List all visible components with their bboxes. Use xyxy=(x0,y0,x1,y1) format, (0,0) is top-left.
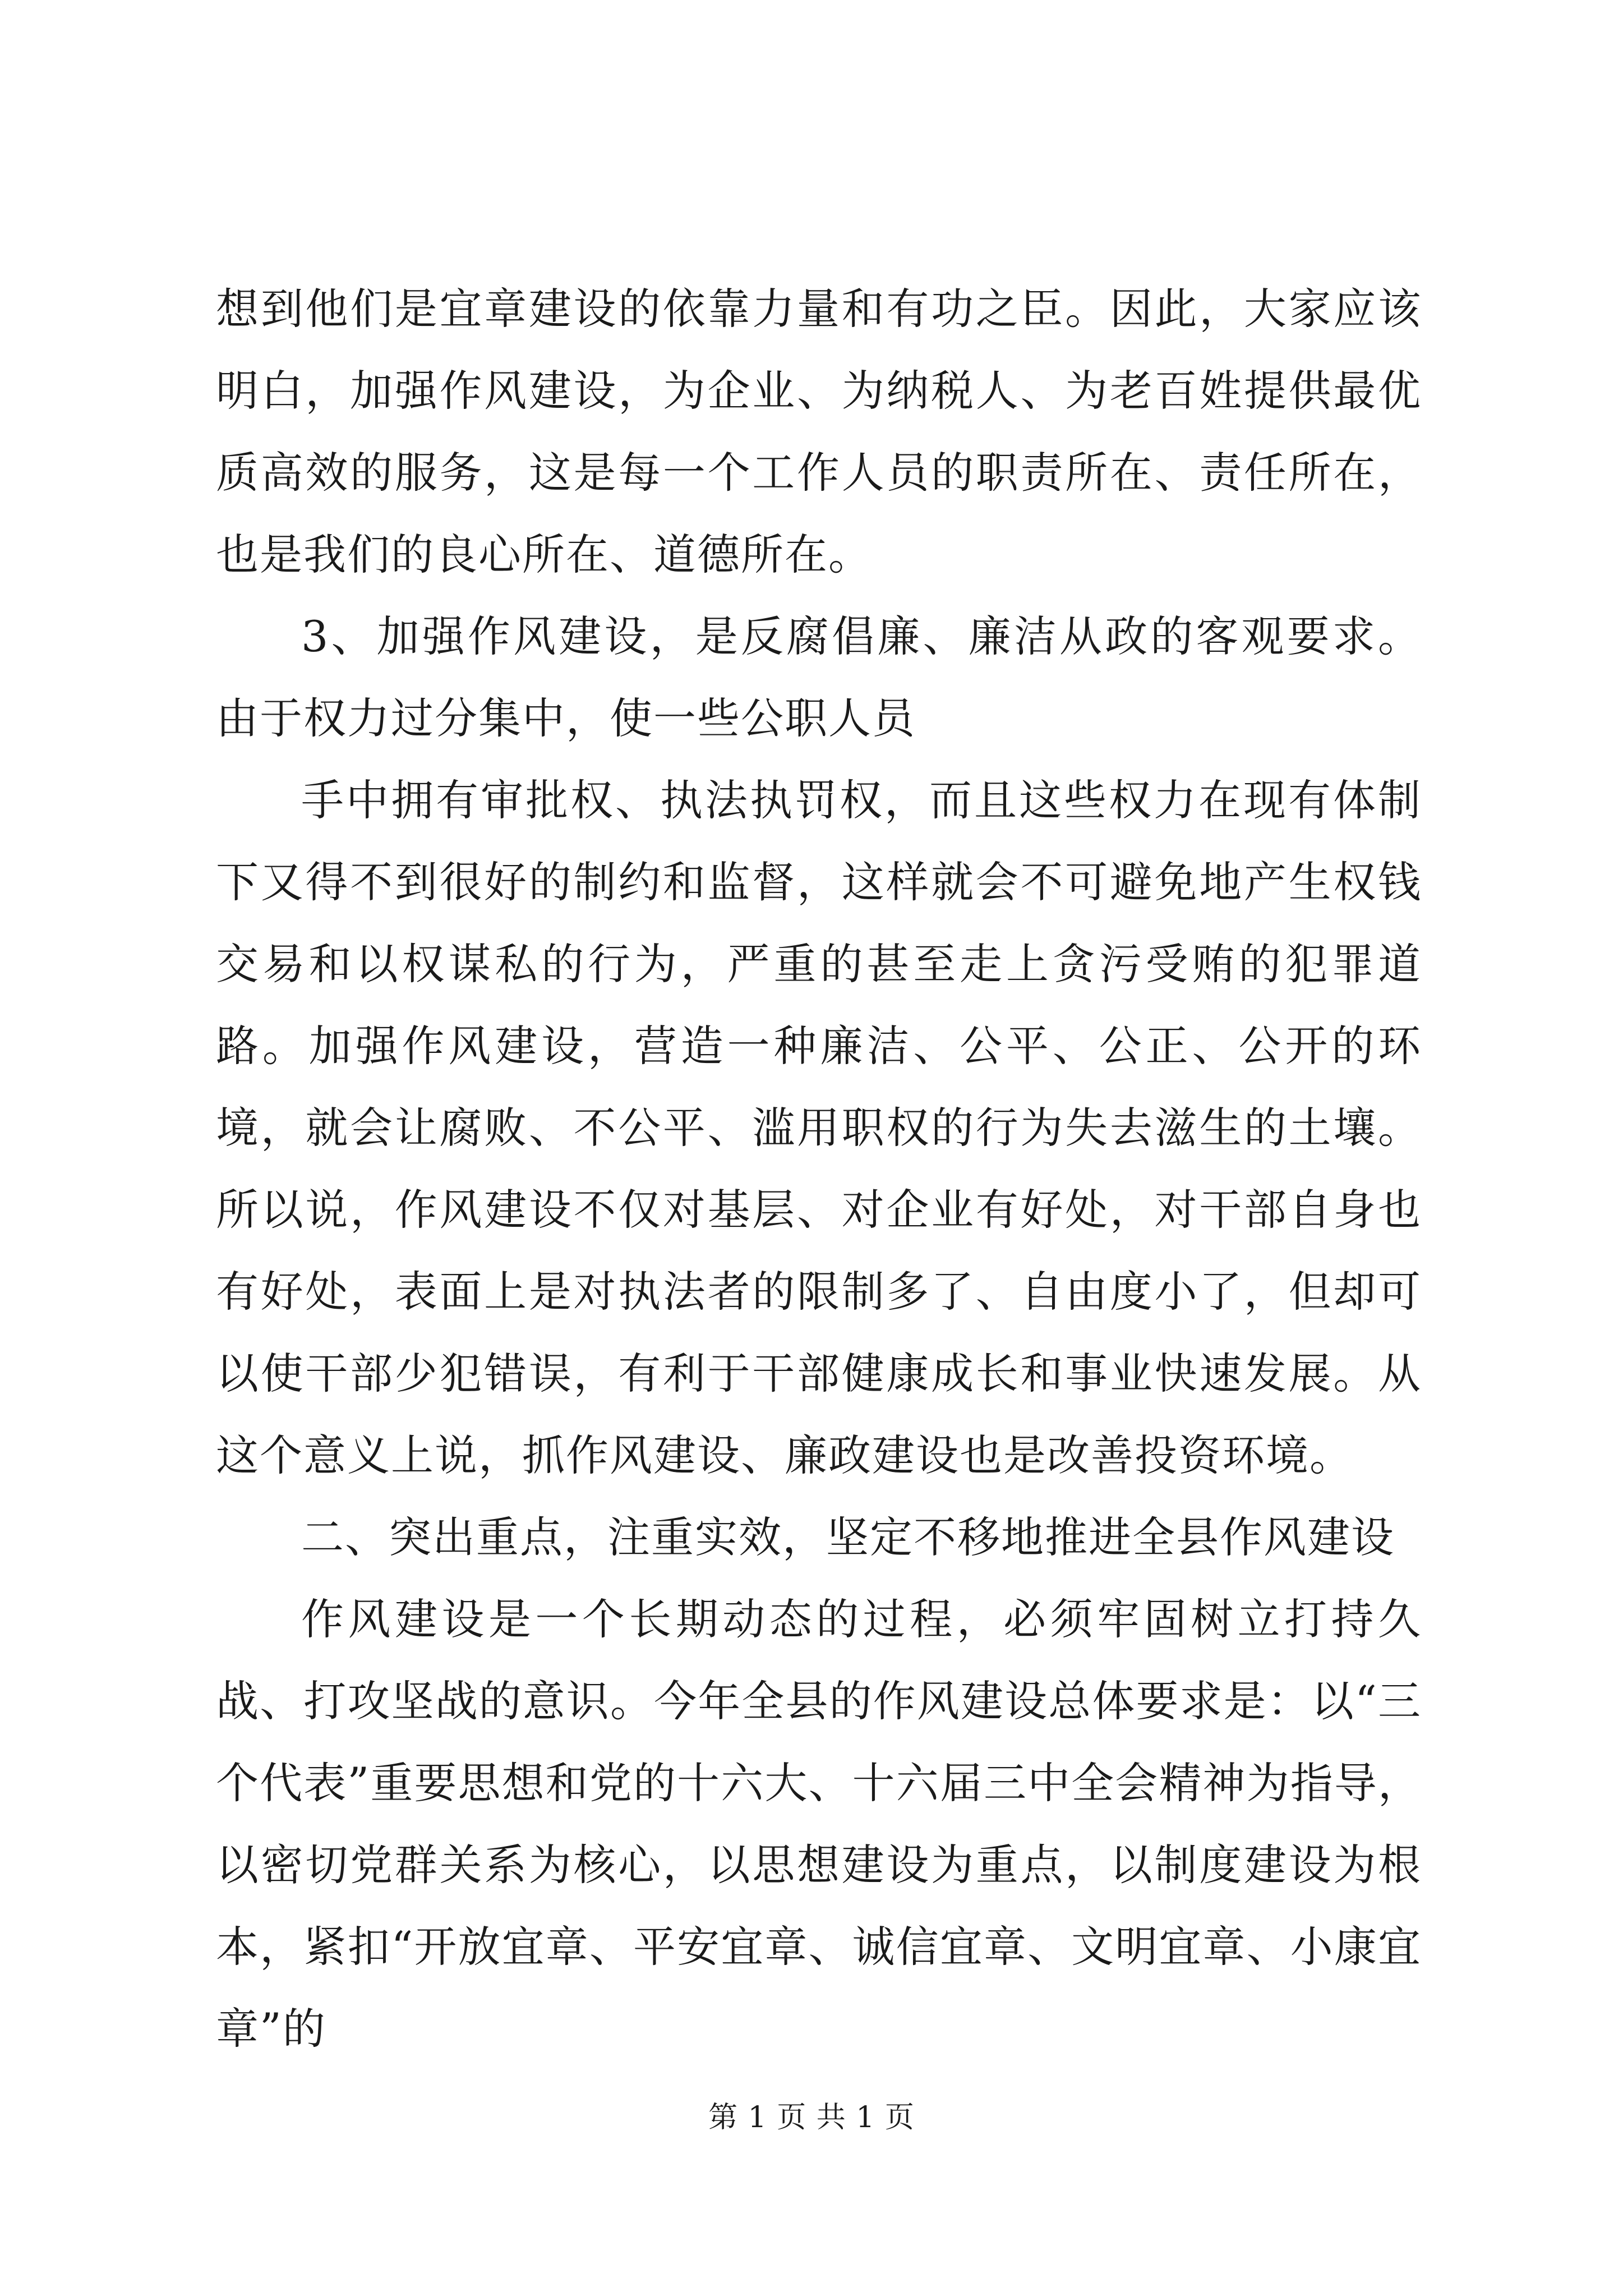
paragraph-3: 手中拥有审批权、执法执罚权，而且这些权力在现有体制下又得不到很好的制约和监督，这样就会不可避免地产生权钱交易和以权谋私的行为，严重的甚至走上贪污受贿的犯罪道路。加强作风建设，营造一种廉洁、公平、公正、公开的环境，就会让腐败、不公平、滥用职权的行为失去滋生的土壤。所以说，作风建设不仅对基层、对企业有好处，对干部自身也有好处，表面上是对执法者的限制多了、自由度小了，但却可以使干部少犯错误，有利于干部健康成长和事业快速发展。从这个意义上说，抓作风建设、廉政建设也是改善投资环境。 xyxy=(216,775,1422,1480)
section-heading: 二、突出重点，注重实效，坚定不移地推进全县作风建设 xyxy=(301,1512,1395,1562)
paragraph-2: 3、加强作风建设，是反腐倡廉、廉洁从政的客观要求。由于权力过分集中，使一些公职人员 xyxy=(216,611,1422,743)
page-footer: 第 1 页 共 1 页 xyxy=(708,2101,915,2134)
paragraph-1: 想到他们是宜章建设的依靠力量和有功之臣。因此，大家应该明白，加强作风建设，为企业、为纳税人、为老百姓提供最优质高效的服务，这是每一个工作人员的职责所在、责任所在，也是我们的良心所在、道德所在。 xyxy=(216,284,1422,579)
document-body xyxy=(216,268,1422,2070)
paragraph-5: 作风建设是一个长期动态的过程，必须牢固树立打持久战、打攻坚战的意识。今年全县的作风建设总体要求是：以“三个代表”重要思想和党的十六大、十六届三中全会精神为指导，以密切党群关系为核心，以思想建设为重点，以制度建设为根本，紧扣“开放宜章、平安宜章、诚信宜章、文明宜章、小康宜章”的 xyxy=(216,1594,1422,2054)
